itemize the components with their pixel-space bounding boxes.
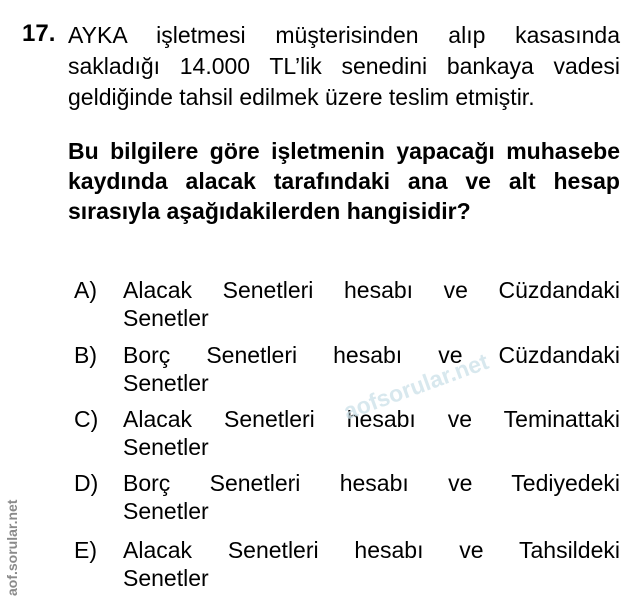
- option-text-line1: Borç Senetleri hesabı ve Cüzdandaki: [123, 342, 620, 368]
- option-text-line1: Alacak Senetleri hesabı ve Cüzdandaki: [123, 277, 620, 303]
- option-text-line1: Alacak Senetleri hesabı ve Teminattaki: [123, 406, 620, 432]
- option-text-line2: Senetler: [123, 565, 209, 591]
- question-number: 17.: [22, 20, 56, 47]
- option-letter: D): [74, 470, 99, 496]
- option-letter: A): [74, 277, 97, 303]
- question-prompt: Bu bilgilere göre işletmenin yapacağı muhasebe kaydında alacak tarafındaki ana ve alt hesap sırasıyla aşağıdakilerden hangisidir?: [68, 138, 620, 224]
- option-letter: B): [74, 342, 97, 368]
- option-a[interactable]: [74, 276, 620, 332]
- watermark-side: aof.sorular.net: [4, 499, 20, 596]
- question-stem: AYKA işletmesi müşterisinden alıp kasasında sakladığı 14.000 TL’lik senedini bankaya vadesi geldiğinde tahsil edilmek üzere teslim etmiştir.: [68, 22, 620, 110]
- option-text-line2: Senetler: [123, 498, 209, 524]
- option-text-line2: Senetler: [123, 305, 209, 331]
- option-d[interactable]: [74, 469, 620, 525]
- option-text: [123, 276, 620, 332]
- watermark-center: aofsorular.net: [340, 347, 492, 425]
- option-letter: E): [74, 537, 97, 563]
- option-e[interactable]: [74, 536, 620, 592]
- option-letter: C): [74, 406, 99, 432]
- option-text-line2: Senetler: [123, 434, 209, 460]
- option-text: [123, 536, 620, 592]
- option-text-line1: Borç Senetleri hesabı ve Tediyedeki: [123, 470, 620, 496]
- option-text-line2: Senetler: [123, 370, 209, 396]
- option-text-line1: Alacak Senetleri hesabı ve Tahsildeki: [123, 537, 620, 563]
- option-b[interactable]: [74, 341, 620, 397]
- option-text: [123, 469, 620, 525]
